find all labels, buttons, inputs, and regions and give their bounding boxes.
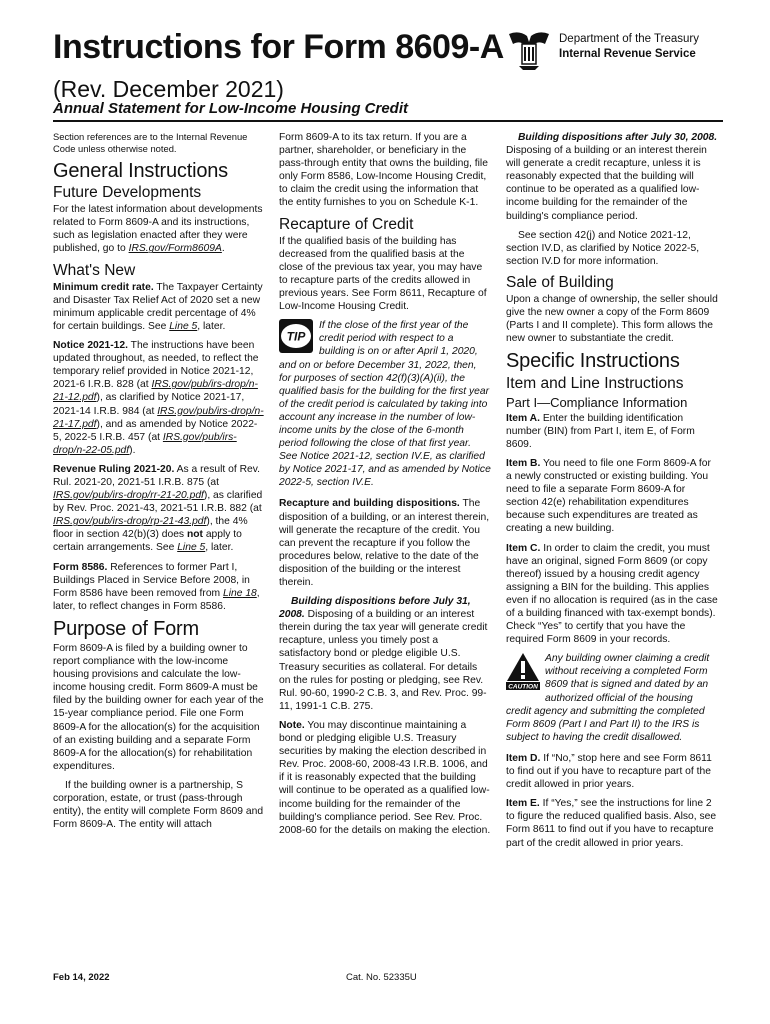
document-header xyxy=(53,28,723,128)
item-d-paragraph: Item D. If “No,” stop here and see Form 8611 to find out if you have to recapture part of the credit allowed in prior years. xyxy=(506,752,712,791)
dispositions-after-paragraph: Building dispositions after July 30, 2008. Disposing of a building or an interest therein will generate a credit recapture, unless it is reasonably expected that the building will continue to be operated as a qualified low-income building for the remainder of the building's compliance period. xyxy=(506,132,718,222)
recapture-text: If the qualified basis of the building has decreased from the qualified basis at the close of the previous tax year, you may have to recapture parts of the credits allowed in previous years. See Form 8611, Recapture of Low-Income Housing Credit. xyxy=(279,235,487,313)
attach-continuation-text: Form 8609-A to its tax return. If you are a partner, shareholder, or beneficiary in the pass-through entity that owns the building, file only Form 8586, Low-Income Housing Credit, to claim the credit using the information that the entity furnishes to you on Schedule K-1. xyxy=(279,132,488,209)
form-8586-paragraph: Form 8586. References to former Part I, Buildings Placed in Service Before 2008, in Form 8586 have been removed from Line 18, later, to reflect changes in Form 8586. xyxy=(53,561,260,612)
line5-link-2[interactable]: Line 5 xyxy=(177,542,206,554)
see-section-paragraph: See section 42(j) and Notice 2021-12, section IV.D, as clarified by Notice 2022-5, section IV.D for more information. xyxy=(506,229,700,267)
item-b-paragraph: Item B. You need to file one Form 8609-A for a newly constructed or existing building. You need to file a separate Form 8609-A for section 42(e) rehabilitation expenditures because such expenditures are treated as creating a new building. xyxy=(506,457,711,535)
rr-21-20-link[interactable]: IRS.gov/pub/irs-drop/rr-21-20.pdf xyxy=(53,490,204,502)
tip-text: If the close of the first year of the credit period with respect to a building is on or after April 1, 2020, and on or before December 31, 2022, then, for purposes of section 42(f)(3)(A)(ii), the qualified basis for the building for the first year of the credit period is calculated by taking into account any increase in the number of low-income units by the close of the 6-month period following the close of that first year. See Notice 2021-12, section IV.E, as clarified by Notice 2021-17, and as amended by Notice 2022-5, section IV.E. xyxy=(279,320,491,489)
item-e-paragraph: Item E. If “Yes,” see the instructions for line 2 to figure the reduced qualified basis. Also, see Form 8611 to find out if you have to recapture part of the credit allowed in prior years. xyxy=(506,798,717,849)
dispositions-before-paragraph: Building dispositions before July 31, 2008. Disposing of a building or an interest therein during the tax year will generate credit recapture, unless you timely post a satisfactory bond or pledge eligible U.S. Treasury securities as collateral. For details on the rules for posting or pledging, see Rev. Rul. 90-60, 1990-2 C.B. 3, and Rev. Proc. 99-11, 1991-1 C.B. 275. xyxy=(279,596,488,712)
minimum-credit-rate-paragraph: Minimum credit rate. The Taxpayer Certainty and Disaster Tax Relief Act of 2020 set a new minimum applicable credit percentage of 4% for certain buildings. See Line 5, later. xyxy=(53,281,263,332)
item-a-paragraph: Item A. Enter the building identification number (BIN) from Part I, item E, of Form 8609. xyxy=(506,412,695,450)
caution-text: Any building owner claiming a credit without receiving a completed Form 8609 that is signed and dated by an authorized official of the housing credit agency and submitting the completed Form 8609 (Part I and Part II) to the IRS is subject to having the credit disallowed. xyxy=(506,653,710,743)
future-developments-text: For the latest information about developments related to Form 8609-A and its instructions, such as legislation enacted after they were published, go to IRS.gov/Form8609A. xyxy=(53,204,263,255)
rp-21-43-link[interactable]: IRS.gov/pub/irs-drop/rp-21-43.pdf xyxy=(53,516,207,528)
revision-date: (Rev. December 2021) xyxy=(53,76,284,102)
notice-21-12-link[interactable]: IRS.gov/pub/irs-drop/n-21-12.pdf xyxy=(53,379,258,404)
notice-22-05-link[interactable]: IRS.gov/pub/irs-drop/n-22-05.pdf xyxy=(53,431,237,456)
footer-date: Feb 14, 2022 xyxy=(53,972,110,983)
column-2 xyxy=(279,131,491,843)
agency-irs: Internal Revenue Service xyxy=(559,48,696,60)
heading-general-instructions: General Instructions xyxy=(53,160,228,182)
page-title: Instructions for Form 8609-A xyxy=(53,28,504,66)
notice-21-17-link[interactable]: IRS.gov/pub/irs-drop/n-21-17.pdf xyxy=(53,405,264,430)
heading-specific-instructions: Specific Instructions xyxy=(506,350,680,373)
column-3 xyxy=(506,131,718,856)
recapture-dispositions-paragraph: Recapture and building dispositions. The disposition of a building, or an interest therein, will generate the recapture of the credit. You can prevent the recapture if you follow the procedures below, relative to the date of the disposition of the building or the interest therein. xyxy=(279,498,490,588)
column-1 xyxy=(53,131,265,837)
intro-note: Section references are to the Internal Revenue Code unless otherwise noted. xyxy=(53,131,248,154)
line5-link[interactable]: Line 5 xyxy=(169,320,198,332)
header-rule xyxy=(53,120,723,122)
form8609a-link[interactable]: IRS.gov/Form8609A xyxy=(128,243,222,255)
caution-callout xyxy=(506,652,718,744)
heading-sale-of-building: Sale of Building xyxy=(506,273,614,291)
tip-icon xyxy=(279,319,313,353)
form-subtitle: Annual Statement for Low-Income Housing Credit xyxy=(53,100,409,117)
notice-2021-12-paragraph: Notice 2021-12. The instructions have been updated throughout, as needed, to reflect the temporary relief provided in Notice 2021-12, 2021-6 I.R.B. 828 (at IRS.gov/pub/irs-drop/n-21-12.pdf), as clarified by Notice 2021-17, 2021-14 I.R.B. 984 (at IRS.gov/pub/irs-drop/n-21-17.pdf), and as amended by Notice 2022-5, 2022-5 I.R.B. 457 (at IRS.gov/pub/irs-drop/n-22-05.pdf). xyxy=(53,340,264,456)
tip-label: TIP xyxy=(286,329,306,344)
agency-name xyxy=(559,32,699,62)
agency-department: Department of the Treasury xyxy=(559,33,699,45)
line18-link[interactable]: Line 18 xyxy=(222,587,257,599)
heading-recapture-of-credit: Recapture of Credit xyxy=(279,215,414,233)
note-paragraph: Note. You may discontinue maintaining a bond or pledging eligible U.S. Treasury securities by making the election described in Rev. Proc. 2008-60, 2008-43 I.R.B. 1006, and if it is reasonably expected that the building will continue to be operated as a qualified low-income building for the remainder of the building's compliance period. See Rev. Proc. 2008-60 for the details on making the election. xyxy=(279,719,491,836)
heading-part-1: Part I—Compliance Information xyxy=(506,394,688,410)
footer-catalog-number: Cat. No. 52335U xyxy=(346,972,417,983)
irs-eagle-logo-icon xyxy=(505,28,553,72)
heading-item-line-instructions: Item and Line Instructions xyxy=(506,374,684,392)
tip-callout xyxy=(279,319,491,489)
heading-purpose-of-form: Purpose of Form xyxy=(53,617,199,640)
revenue-ruling-paragraph: Revenue Ruling 2021-20. As a result of Rev. Rul. 2021-20, 2021-51 I.R.B. 875 (at IRS.gov/pub/irs-drop/rr-21-20.pdf), as clarified by Rev. Proc. 2021-43, 2021-51 I.R.B. 882 (at IRS.gov/pub/irs-drop/rp-21-43.pdf), the 4% floor in section 42(b)(3) does not apply to certain arrangements. See Line 5, later. xyxy=(53,463,263,554)
caution-label: CAUTION xyxy=(508,683,538,691)
purpose-paragraph-2: If the building owner is a partnership, S corporation, estate, or trust (pass-through entity), the entity will complete Form 8609 and Form 8609-A. The entity will attach xyxy=(53,779,264,831)
item-c-paragraph: Item C. In order to claim the credit, you must have an original, signed Form 8609 (or copy thereof) issued by a housing credit agency assigning a BIN for the building. This applies even if no allocation is required (as in the case of a building financed with tax-exempt bonds). Check “Yes” to certify that you have the required Form 8609 in your records. xyxy=(506,542,718,646)
purpose-paragraph-1: Form 8609-A is filed by a building owner to report compliance with the low-income housing provisions and calculate the low-income housing credit. Form 8609-A must be filed by the building owner for each year of the 15-year compliance period. File one Form 8609-A for the allocation(s) for the acquisition of an existing building and a separate Form 8609-A for the allocation(s) for rehabilitation expenditures. xyxy=(53,643,264,772)
sale-text: Upon a change of ownership, the seller should give the new owner a copy of the Form 8609 (Parts I and II complete). This form allows the new owner to substantiate the credit. xyxy=(506,294,718,345)
caution-icon xyxy=(506,652,540,690)
heading-whats-new: What's New xyxy=(53,261,136,279)
heading-future-developments: Future Developments xyxy=(53,184,202,202)
